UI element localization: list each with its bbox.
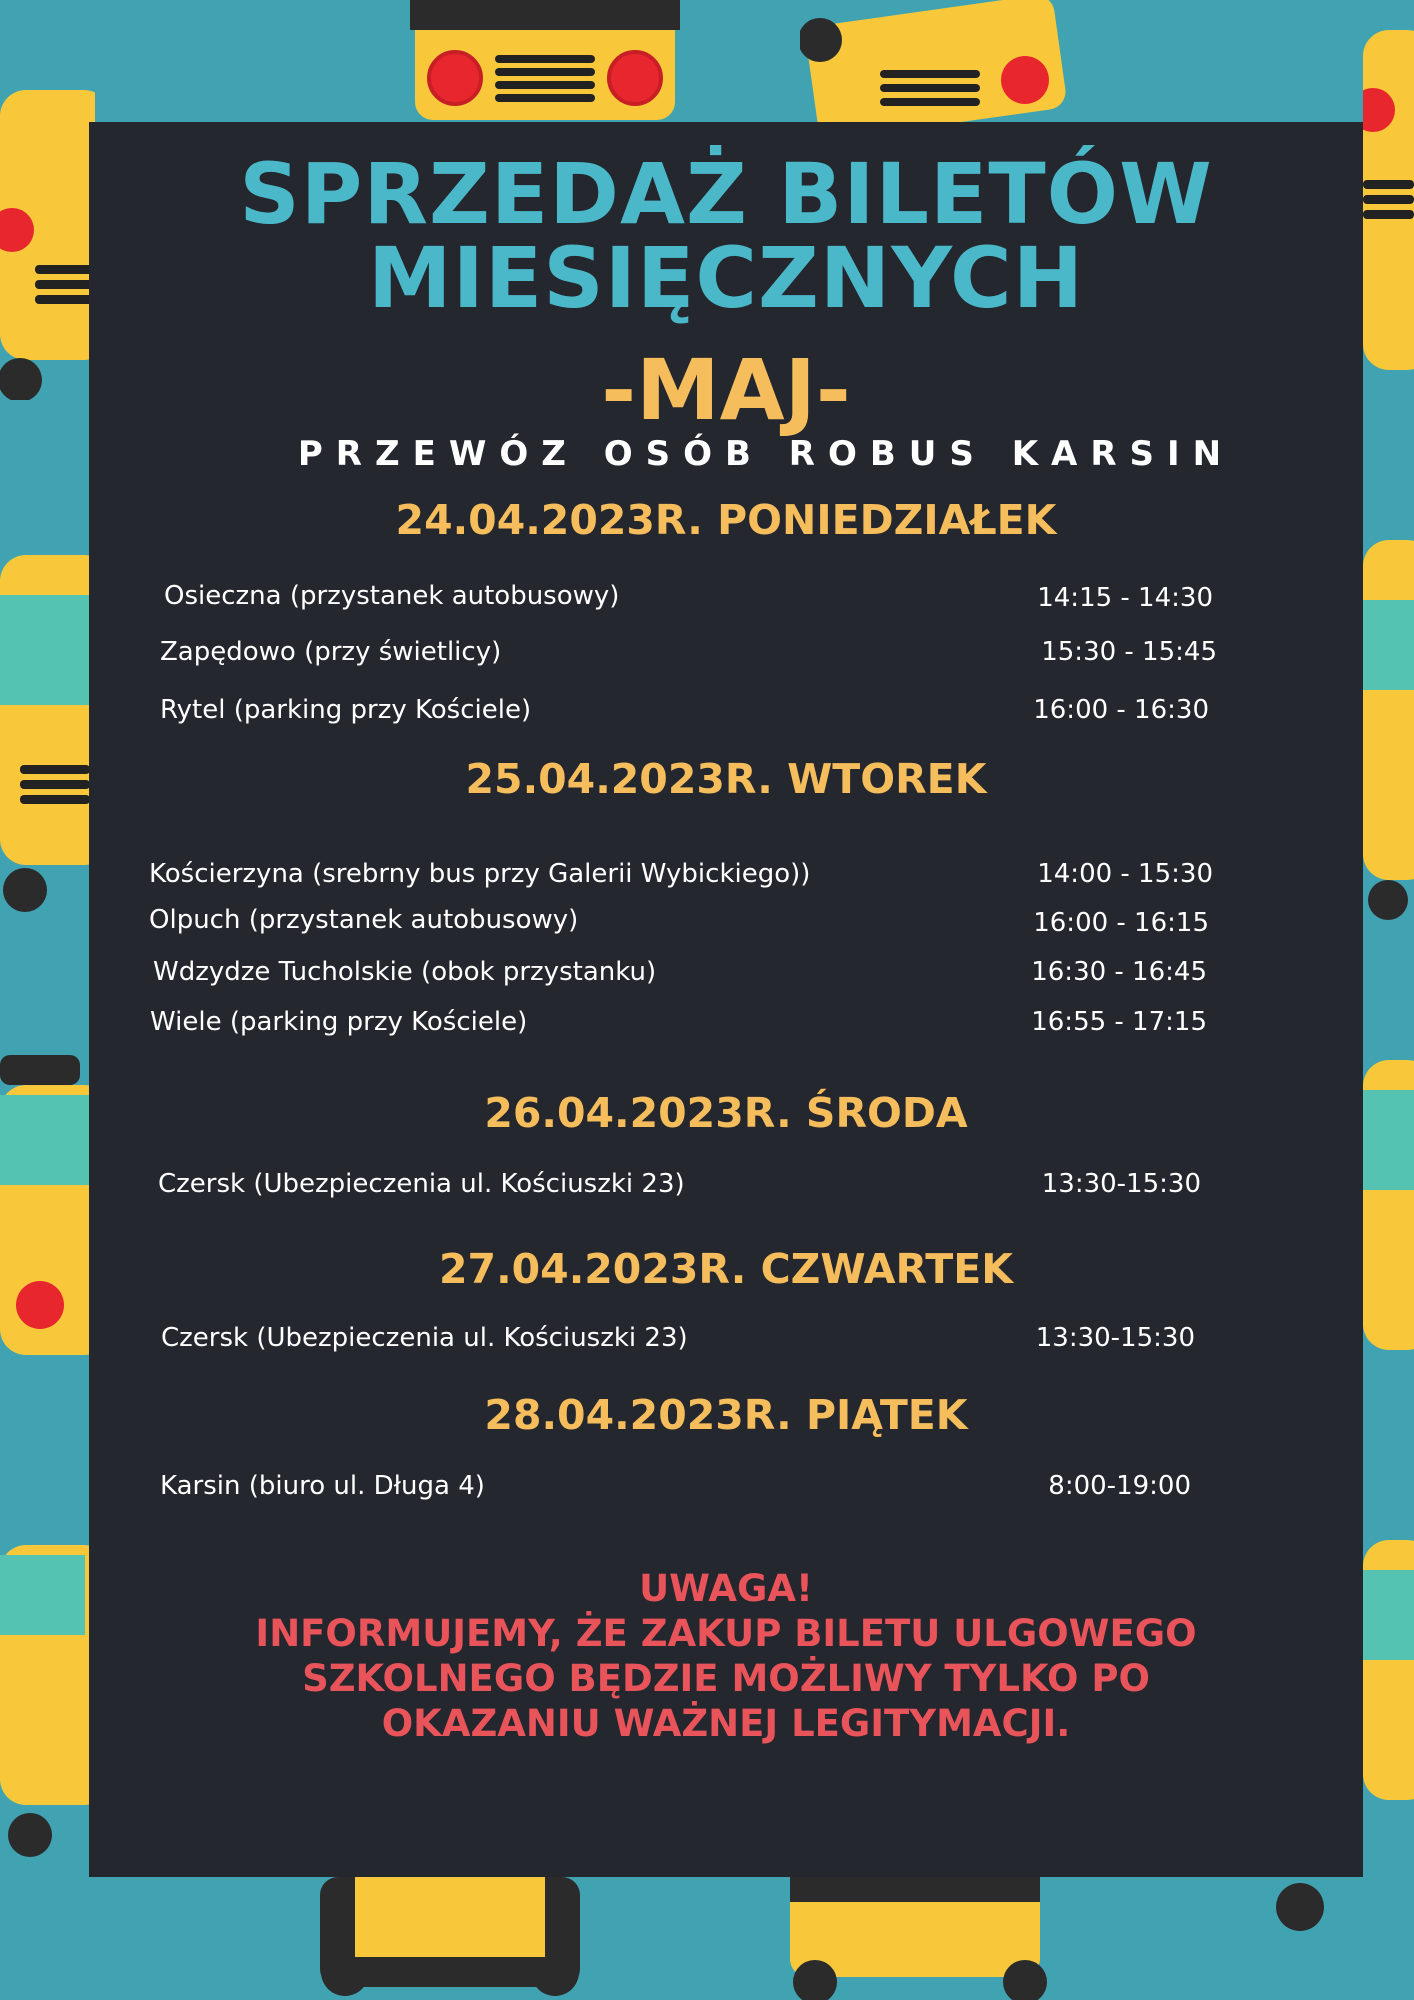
bus-illustration-top — [410, 0, 680, 125]
bus-illustration-right-4 — [1363, 1540, 1414, 1830]
bus-illustration-left-4 — [0, 1545, 95, 1865]
day-heading-thursday: 27.04.2023R. CZWARTEK — [439, 1245, 1013, 1293]
bus-illustration-top-right — [800, 0, 1070, 125]
stop-location: Karsin (biuro ul. Długa 4) — [160, 1471, 485, 1501]
bus-illustration-right-2 — [1363, 540, 1414, 920]
page-title-line-1: SPRZEDAŻ BILETÓW — [239, 145, 1213, 243]
schedule-panel — [89, 122, 1363, 1877]
stop-location: Osieczna (przystanek autobusowy) — [164, 581, 620, 611]
stop-time: 8:00-19:00 — [1048, 1471, 1191, 1501]
bus-illustration-left-2 — [0, 555, 95, 915]
stop-location: Kościerzyna (srebrny bus przy Galerii Wybickiego)) — [149, 859, 811, 889]
stop-location: Olpuch (przystanek autobusowy) — [149, 905, 579, 935]
month-label: -MAJ- — [601, 341, 851, 439]
notice-text-line: INFORMUJEMY, ŻE ZAKUP BILETU ULGOWEGO — [255, 1612, 1197, 1655]
stop-time: 14:15 - 14:30 — [1037, 583, 1213, 613]
stop-location: Zapędowo (przy świetlicy) — [160, 637, 502, 667]
day-heading-friday: 28.04.2023R. PIĄTEK — [484, 1391, 968, 1439]
bus-illustration-bottom-far-right — [1260, 1877, 1370, 2000]
stop-location: Rytel (parking przy Kościele) — [160, 695, 532, 725]
stop-location: Czersk (Ubezpieczenia ul. Kościuszki 23) — [161, 1323, 688, 1353]
bus-illustration-bottom-right — [780, 1877, 1060, 2000]
stop-location: Wdzydze Tucholskie (obok przystanku) — [153, 957, 657, 987]
bus-illustration-left-1 — [0, 80, 95, 400]
stop-time: 16:00 - 16:15 — [1033, 908, 1209, 938]
day-heading-monday: 24.04.2023R. PONIEDZIAŁEK — [395, 496, 1057, 544]
bus-illustration-right-1 — [1363, 30, 1414, 400]
bus-illustration-right-3 — [1363, 1060, 1414, 1380]
notice-heading: UWAGA! — [639, 1567, 813, 1610]
notice-text-line: SZKOLNEGO BĘDZIE MOŻLIWY TYLKO PO — [302, 1657, 1150, 1700]
notice-block — [89, 1566, 1363, 1746]
stop-time: 16:30 - 16:45 — [1031, 957, 1207, 987]
stop-time: 16:00 - 16:30 — [1033, 695, 1209, 725]
stop-time: 15:30 - 15:45 — [1041, 637, 1217, 667]
day-heading-wednesday: 26.04.2023R. ŚRODA — [484, 1089, 968, 1137]
bus-illustration-bottom-left — [315, 1877, 585, 2000]
bus-illustration-left-3 — [0, 1055, 95, 1385]
stop-time: 13:30-15:30 — [1041, 1169, 1201, 1199]
page-title-line-2: MIESIĘCZNYCH — [368, 229, 1084, 327]
company-name: PRZEWÓZ OSÓB ROBUS KARSIN — [297, 434, 1235, 474]
notice-text-line: OKAZANIU WAŻNEJ LEGITYMACJI. — [381, 1702, 1071, 1745]
stop-location: Wiele (parking przy Kościele) — [150, 1007, 528, 1037]
stop-time: 13:30-15:30 — [1035, 1323, 1195, 1353]
stop-location: Czersk (Ubezpieczenia ul. Kościuszki 23) — [158, 1169, 685, 1199]
stop-time: 14:00 - 15:30 — [1037, 859, 1213, 889]
day-heading-tuesday: 25.04.2023R. WTOREK — [465, 755, 987, 803]
stop-time: 16:55 - 17:15 — [1031, 1007, 1207, 1037]
